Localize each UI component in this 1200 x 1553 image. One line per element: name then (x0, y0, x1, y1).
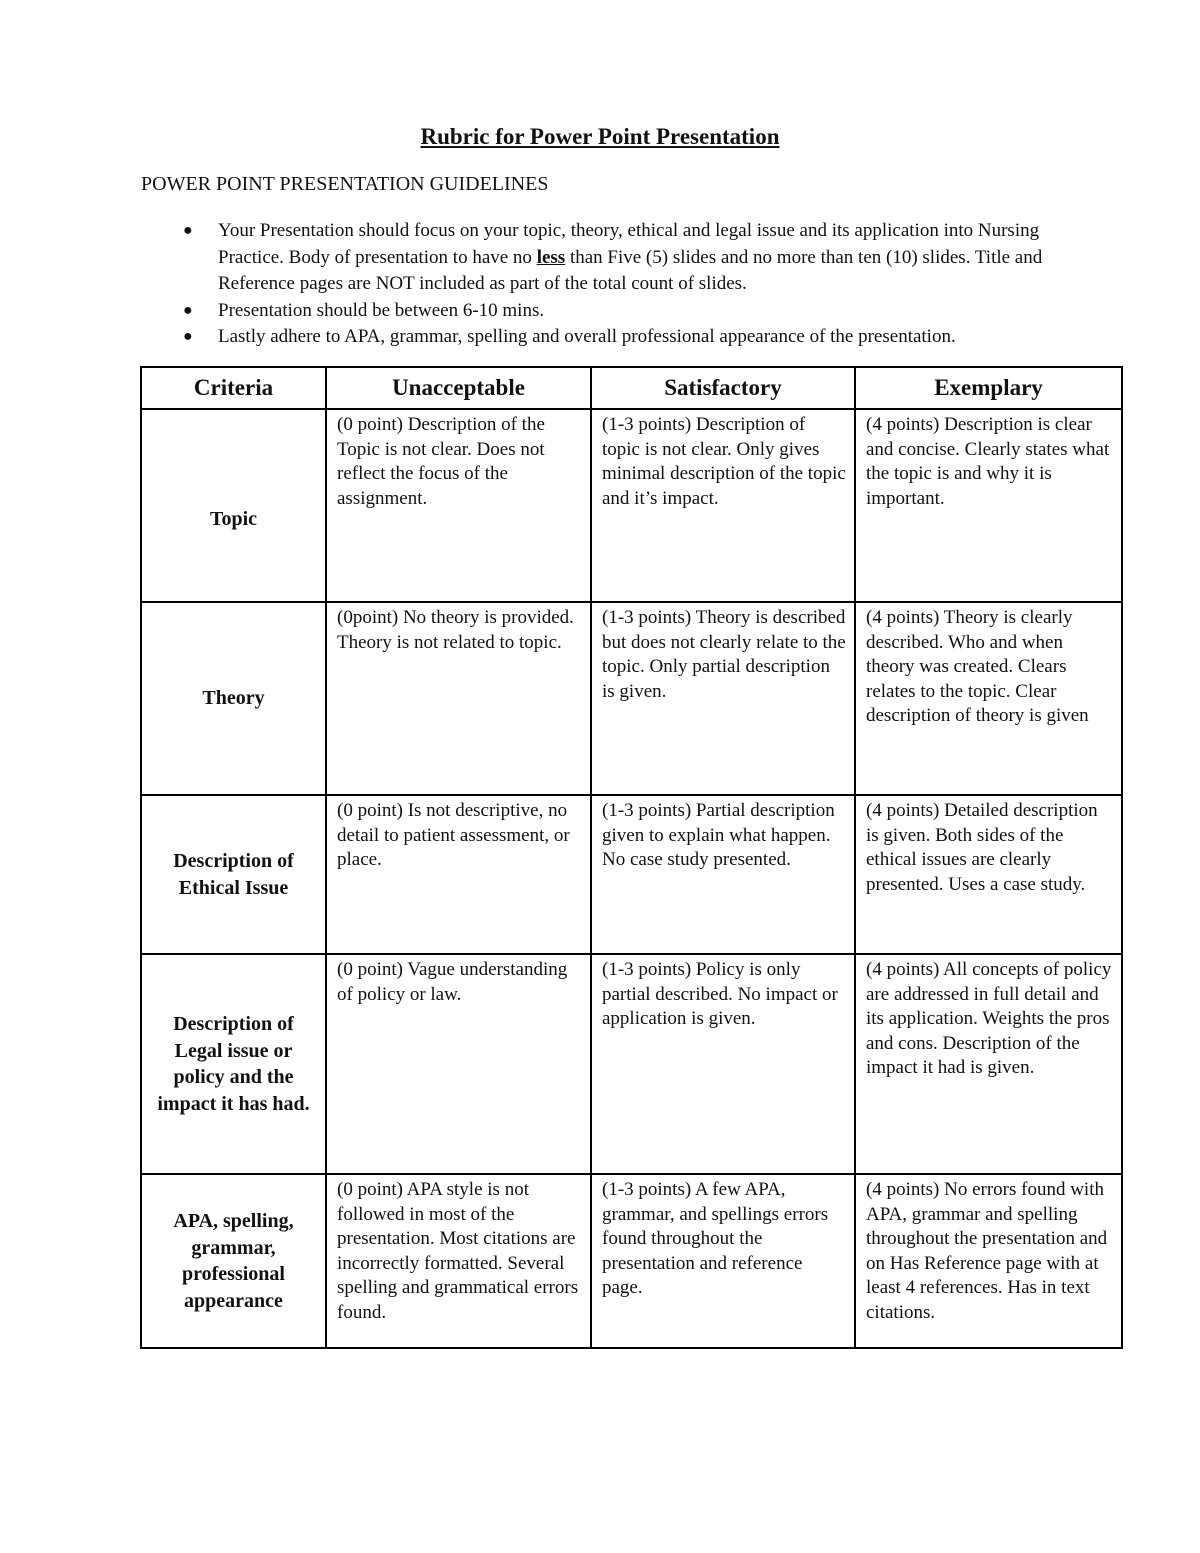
guideline-item (0, 218, 1200, 298)
criteria-cell (141, 602, 326, 795)
guideline-item (0, 324, 1200, 351)
guideline-text: Your Presentation should focus on your topic, theory, ethical and legal issue and its application into Nursing Practice. Body of presentation to have no (218, 220, 1040, 268)
unacceptable-cell: (0 point) Description of the Topic is not clear. Does not reflect the focus of the assignment. (326, 409, 591, 602)
bullet-icon: ● (183, 328, 193, 345)
guidelines-list (0, 218, 1200, 351)
header-exemplary: Exemplary (855, 367, 1122, 409)
guideline-text: Presentation should be between 6-10 mins. (218, 299, 545, 321)
table-header-row (141, 367, 1122, 409)
criteria-label: APA, spelling, grammar, professional appearance (173, 1210, 294, 1312)
criteria-label: Theory (202, 687, 265, 710)
criteria-cell (141, 409, 326, 602)
guideline-item (0, 298, 1200, 325)
guideline-text: than Five (5) slides and no more than ten (10) slides. Title and Reference pages are NOT included as part of the total count of slides. (218, 246, 1043, 294)
unacceptable-cell: (0 point) Vague understanding of policy or law. (326, 954, 591, 1174)
unacceptable-cell: (0 point) APA style is not followed in most of the presentation. Most citations are incorrectly formatted. Several spelling and grammatical errors found. (326, 1174, 591, 1348)
bullet-icon: ● (183, 222, 193, 239)
table-row (141, 1174, 1122, 1348)
satisfactory-cell: (1-3 points) Policy is only partial described. No impact or application is given. (591, 954, 855, 1174)
criteria-cell: Description of Ethical Issue (141, 795, 326, 954)
table-row (141, 954, 1122, 1174)
guideline-emphasis: less (536, 246, 566, 268)
satisfactory-cell: (1-3 points) Theory is described but does not clearly relate to the topic. Only partial description is given. (591, 602, 855, 795)
exemplary-cell: (4 points) No errors found with APA, grammar and spelling throughout the presentation and on Has Reference page with at least 4 references. Has in text citations. (855, 1174, 1122, 1348)
criteria-label: Topic (209, 508, 258, 531)
header-satisfactory: Satisfactory (591, 367, 855, 409)
table-row (141, 795, 1122, 954)
header-criteria: Criteria (141, 367, 326, 409)
exemplary-cell: (4 points) Description is clear and concise. Clearly states what the topic is and why it is important. (855, 409, 1122, 602)
satisfactory-cell: (1-3 points) A few APA, grammar, and spellings errors found throughout the presentation and reference page. (591, 1174, 855, 1348)
unacceptable-cell: (0point) No theory is provided. Theory is not related to topic. (326, 602, 591, 795)
table-row (141, 602, 1122, 795)
rubric-table (140, 366, 1123, 1349)
satisfactory-cell: (1-3 points) Partial description given to explain what happen. No case study presented. (591, 795, 855, 954)
exemplary-cell: (4 points) Theory is clearly described. Who and when theory was created. Clears relates to the topic. Clear description of theory is given (855, 602, 1122, 795)
criteria-cell (141, 1174, 326, 1348)
table-row (141, 409, 1122, 602)
exemplary-cell: (4 points) Detailed description is given. Both sides of the ethical issues are clearly presented. Uses a case study. (855, 795, 1122, 954)
guidelines-heading: POWER POINT PRESENTATION GUIDELINES (141, 173, 549, 195)
bullet-icon: ● (183, 301, 193, 319)
page-title: Rubric for Power Point Presentation (420, 124, 780, 149)
header-unacceptable: Unacceptable (326, 367, 591, 409)
guideline-text: Lastly adhere to APA, grammar, spelling and overall professional appearance of the presentation. (218, 326, 956, 347)
exemplary-cell: (4 points) All concepts of policy are addressed in full detail and its application. Weights the pros and cons. Description of the impact it had is given. (855, 954, 1122, 1174)
criteria-cell: Description of Legal issue or policy and the impact it has had. (141, 954, 326, 1174)
unacceptable-cell: (0 point) Is not descriptive, no detail to patient assessment, or place. (326, 795, 591, 954)
satisfactory-cell: (1-3 points) Description of topic is not clear. Only gives minimal description of the topic and it’s impact. (591, 409, 855, 602)
